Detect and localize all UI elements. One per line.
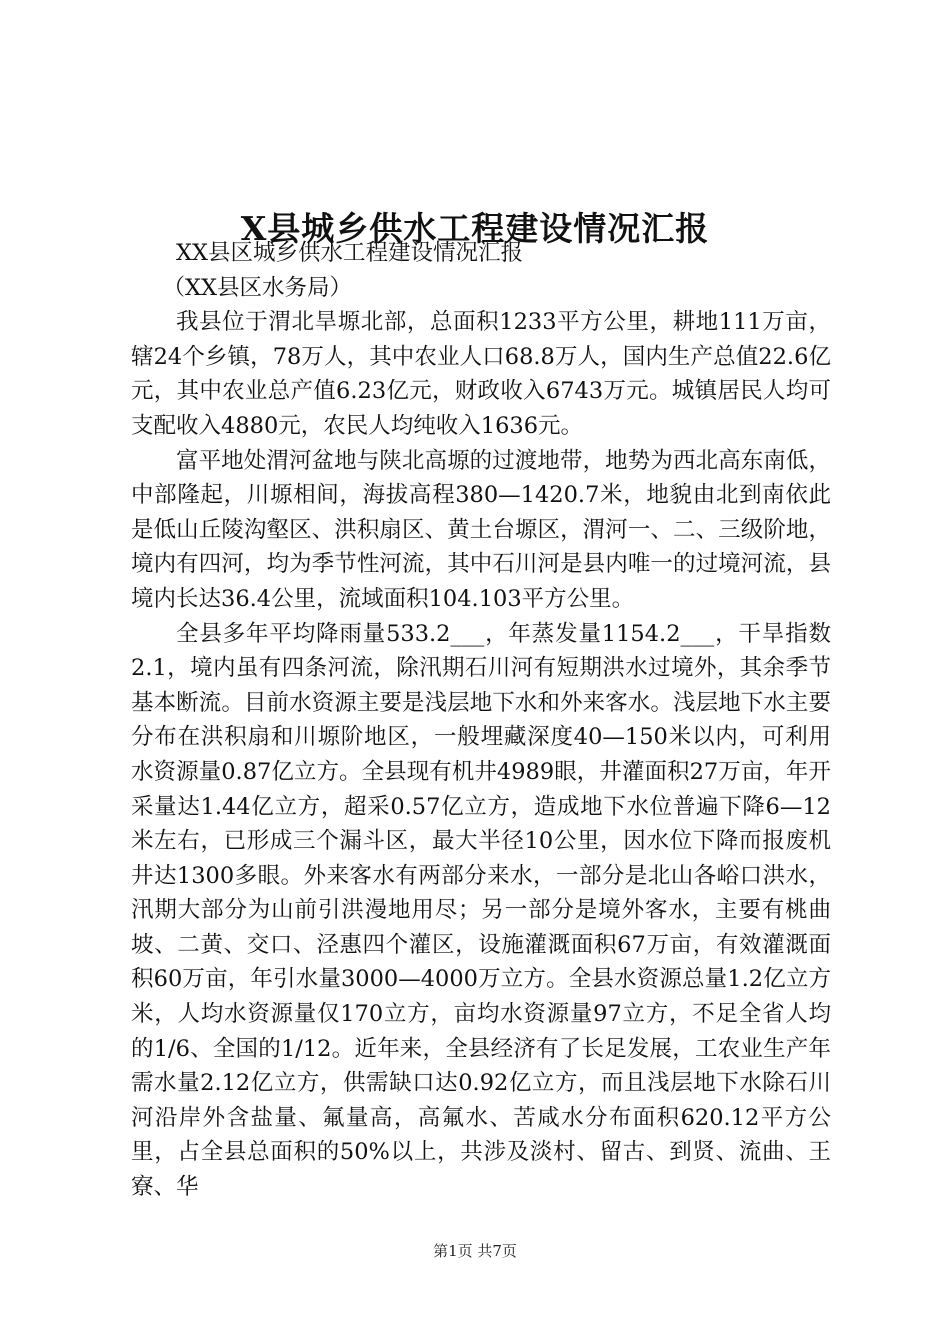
- document-title: X县城乡供水工程建设情况汇报: [240, 209, 710, 249]
- page-number-footer: 第1页 共7页: [433, 1242, 517, 1260]
- document-body: [131, 236, 831, 1205]
- body-paragraph: 我县位于渭北旱塬北部，总面积1233平方公里，耕地111万亩，辖24个乡镇，78万人，其中农业人口68.8万人，国内生产总值22.6亿元，其中农业总产值6.23亿元，财政收入6743万元。城镇居民人均可支配收入4880元，农民人均纯收入1636元。: [131, 309, 831, 439]
- body-paragraph: 全县多年平均降雨量533.2___，年蒸发量1154.2___，干旱指数2.1，境内虽有四条河流，除汛期石川河有短期洪水过境外，其余季节基本断流。目前水资源主要是浅层地下水和外来客水。浅层地下水主要分布在洪积扇和川塬阶地区，一般埋藏深度40—150米以内，可利用水资源量0.87亿立方。全县现有机井4989眼，井灌面积27万亩，年开采量达1.44亿立方，超采0.57亿立方，造成地下水位普遍下降6—12米左右，已形成三个漏斗区，最大半径10公里，因水位下降而报废机井达1300多眼。外来客水有两部分来水，一部分是北山各峪口洪水，汛期大部分为山前引洪漫地用尽；另一部分是境外客水，主要有桃曲坡、二黄、交口、泾惠四个灌区，设施灌溉面积67万亩，有效灌溉面积60万亩，年引水量3000—4000万立方。全县水资源总量1.2亿立方米，人均水资源量仅170立方，亩均水资源量97立方，不足全省人均的1/6、全国的1/12。近年来，全县经济有了长足发展，工农业生产年需水量2.12亿立方，供需缺口达0.92亿立方，而且浅层地下水除石川河沿岸外含盐量、氟量高，高氟水、苦咸水分布面积620.12平方公里，占全县总面积的50%以上，共涉及淡村、留古、到贤、流曲、王寮、华: [131, 620, 831, 1201]
- document-subtitle: XX县区城乡供水工程建设情况汇报: [176, 240, 524, 266]
- body-paragraph: 富平地处渭河盆地与陕北高塬的过渡地带，地势为西北高东南低，中部隆起，川塬相间，海拔高程380—1420.7米，地貌由北到南依此是低山丘陵沟壑区、洪积扇区、黄土台塬区，渭河一、二、三级阶地，境内有四河，均为季节性河流，其中石川河是县内唯一的过境河流，县境内长达36.4公里，流域面积104.103平方公里。: [131, 447, 831, 612]
- document-organization: （XX县区水务局）: [162, 274, 353, 301]
